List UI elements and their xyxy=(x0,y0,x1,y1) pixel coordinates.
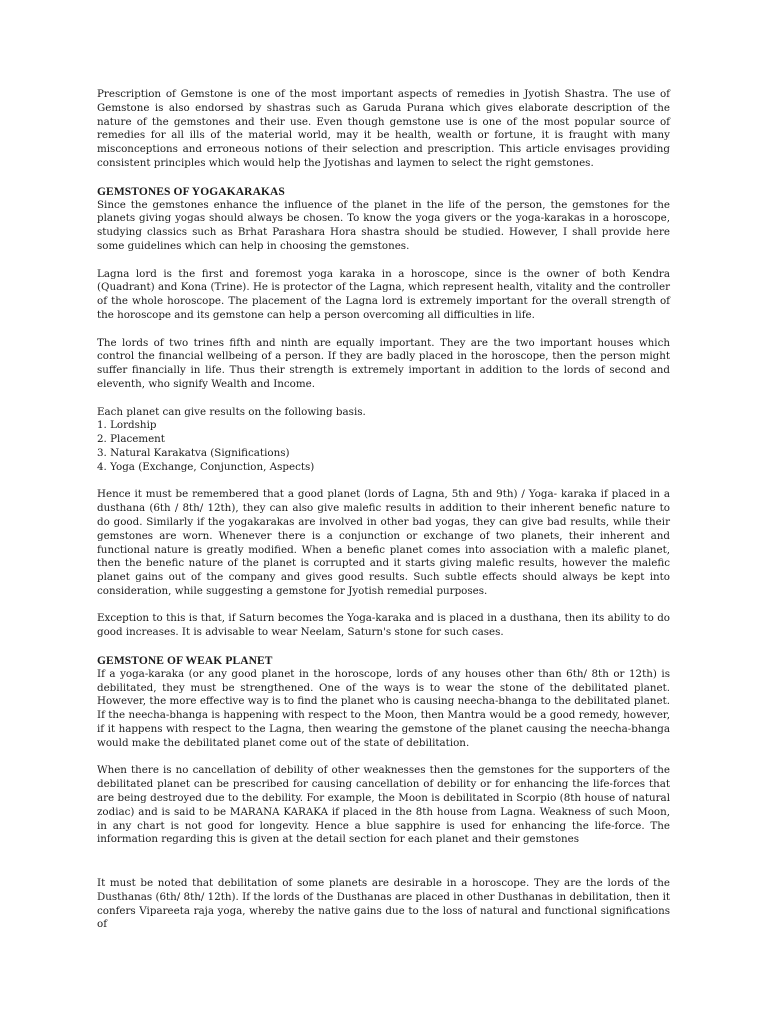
yogakarakas-paragraph-1: Since the gemstones enhance the influence of the planet in the life of the person, the gemstones for the planets giving yogas should always be chosen. To know the yoga givers or the yoga-karakas in a horoscope, studying classics such as Brhat Parashara Hora shastra should be studied. However, I shall provide here some guidelines which can help in choosing the gemstones. xyxy=(97,198,670,252)
section-heading-yogakarakas: GEMSTONES OF YOGAKARAKAS xyxy=(97,185,285,198)
document-page xyxy=(97,88,670,946)
list-item: 4. Yoga (Exchange, Conjunction, Aspects) xyxy=(97,460,315,473)
weak-planet-paragraph-1: If a yoga-karaka (or any good planet in the horoscope, lords of any houses other than 6th/ 8th or 12th) is debilitated, they must be strengthened. One of the ways is to wear the stone of the debilitated planet. However, the more effective way is to find the planet who is causing neecha-bhanga to the debilitated planet. If the neecha-bhanga is happening with respect to the Moon, then Mantra would be a good remedy, however, if it happens with respect to the Lagna, then wearing the gemstone of the planet causing the neecha-bhanga would make the debilitated planet come out of the state of debilitation. xyxy=(97,667,670,749)
list-item: 2. Placement xyxy=(97,433,165,446)
list-item: 3. Natural Karakatva (Significations) xyxy=(97,446,290,459)
results-basis-intro: Each planet can give results on the following basis. xyxy=(97,405,366,418)
spacer xyxy=(97,861,670,877)
intro-paragraph: Prescription of Gemstone is one of the most important aspects of remedies in Jyotish Shastra. The use of Gemstone is also endorsed by shastras such as Garuda Purana which gives elaborate description of the nature of the gemstones and their use. Even though gemstone use is one of the most popular source of remedies for all ills of the material world, may it be health, wealth or fortune, it is fraught with many misconceptions and erroneous notions of their selection and prescription. This article envisages providing consistent principles which would help the Jyotishas and laymen to select the right gemstones. xyxy=(97,88,670,169)
section-heading-weak-planet: GEMSTONE OF WEAK PLANET xyxy=(97,654,273,667)
results-basis-list xyxy=(97,419,670,474)
yogakarakas-paragraph-3: The lords of two trines fifth and ninth are equally important. They are the two important houses which control the financial wellbeing of a person. If they are badly placed in the horoscope, then the person might suffer financially in life. Thus their strength is extremely important in addition to the lords of second and eleventh, who signify Wealth and Income. xyxy=(97,336,670,390)
list-item: 1. Lordship xyxy=(97,419,157,432)
weak-planet-paragraph-2: When there is no cancellation of debility of other weaknesses then the gemstones for the supporters of the debilitated planet can be prescribed for causing cancellation of debility or for enhancing the life-forces that are being destroyed due to the debility. For example, the Moon is debilitated in Scorpio (8th house of natural zodiac) and is said to be MARANA KARAKA if placed in the 8th house from Lagna. Weakness of such Moon, in any chart is not good for longevity. Hence a blue sapphire is used for enhancing the life-force. The information regarding this is given at the detail section for each planet and their gemstones xyxy=(97,764,670,846)
weak-planet-paragraph-3: It must be noted that debilitation of some planets are desirable in a horoscope. They are the lords of the Dusthanas (6th/ 8th/ 12th). If the lords of the Dusthanas are placed in other Dusthanas in debilitation, then it confers Vipareeta raja yoga, whereby the native gains due to the loss of natural and functional significations of xyxy=(97,877,670,931)
yogakarakas-paragraph-2: Lagna lord is the first and foremost yoga karaka in a horoscope, since is the owner of both Kendra (Quadrant) and Kona (Trine). He is protector of the Lagna, which represent health, vitality and the controller of the whole horoscope. The placement of the Lagna lord is extremely important for the overall strength of the horoscope and its gemstone can help a person overcoming all difficulties in life. xyxy=(97,267,670,321)
yogakarakas-paragraph-4: Hence it must be remembered that a good planet (lords of Lagna, 5th and 9th) / Yoga- karaka if placed in a dusthana (6th / 8th/ 12th), they can also give malefic results in addition to their inherent benefic nature to do good. Similarly if the yogakarakas are involved in other bad yogas, they can give bad results, while their gemstones are worn. Whenever there is a conjunction or exchange of two planets, their inherent and functional nature is greatly modified. When a benefic planet comes into association with a malefic planet, then the benefic nature of the planet is corrupted and it starts giving malefic results, however the malefic planet gains out of the company and gives good results. Such subtle effects should always be kept into consideration, while suggesting a gemstone for Jyotish remedial purposes. xyxy=(97,488,670,597)
yogakarakas-paragraph-5: Exception to this is that, if Saturn becomes the Yoga-karaka and is placed in a dusthana, then its ability to do good increases. It is advisable to wear Neelam, Saturn's stone for such cases. xyxy=(97,612,670,639)
results-basis-block xyxy=(97,406,670,475)
